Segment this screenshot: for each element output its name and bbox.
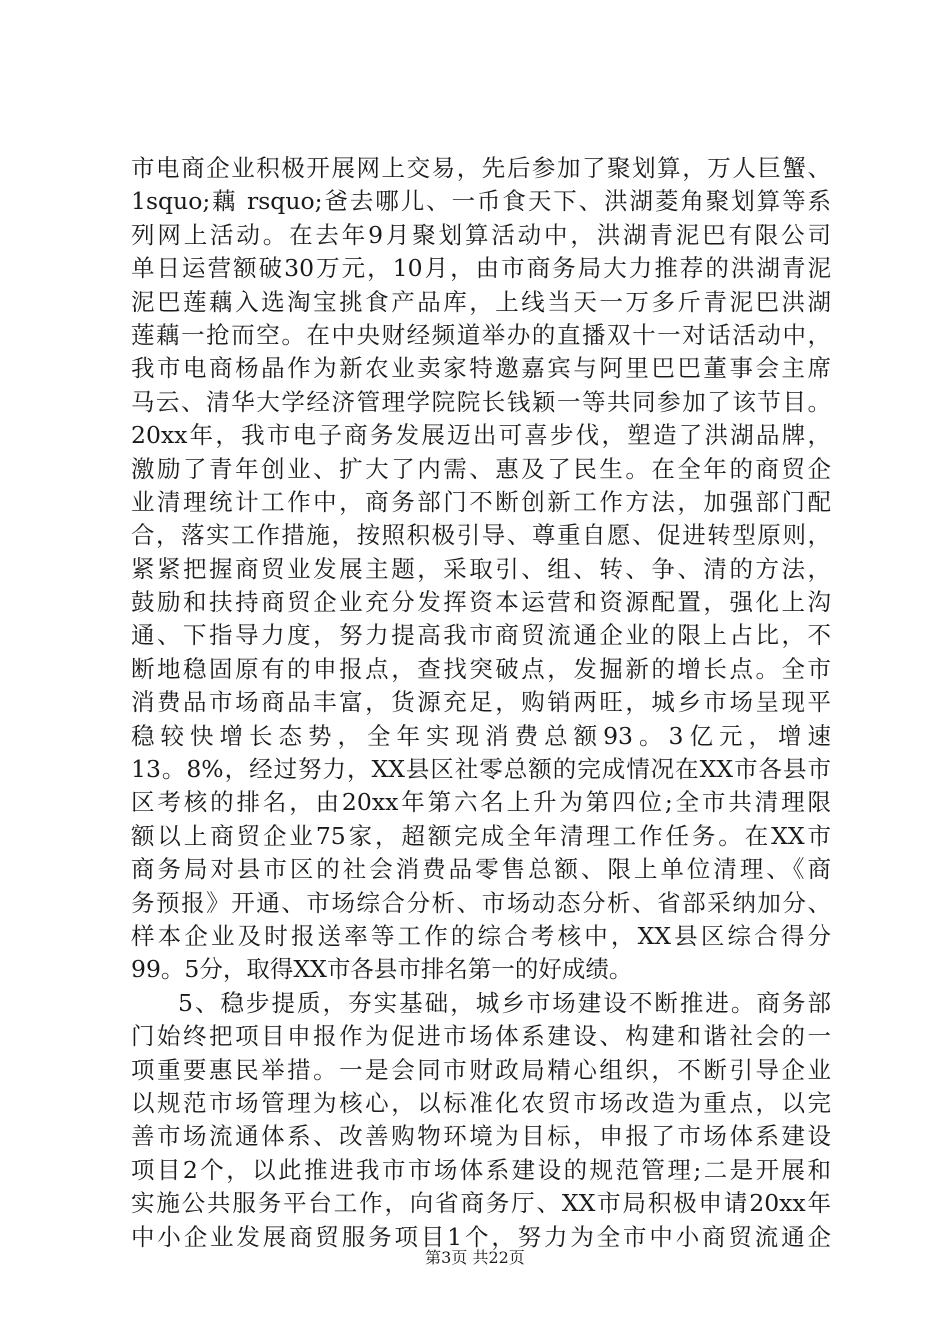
text-line: 合，落实工作措施，按照积极引导、尊重自愿、促进转型原则， [131, 521, 831, 550]
text-line: 断地稳固原有的申报点，查找突破点，发掘新的增长点。全市 [131, 654, 831, 683]
text-line: 单日运营额破30万元，10月，由市商务局大力推荐的洪湖青泥 [131, 254, 831, 283]
text-line: 马云、清华大学经济管理学院院长钱颖一等共同参加了该节目。 [131, 387, 831, 416]
text-line: 紧紧把握商贸业发展主题，采取引、组、转、争、清的方法， [131, 554, 831, 583]
text-line: 我市电商杨晶作为新农业卖家特邀嘉宾与阿里巴巴董事会主席 [131, 354, 831, 383]
text-line: 鼓励和扶持商贸企业充分发挥资本运营和资源配置，强化上沟 [131, 588, 831, 617]
text-line: 列网上活动。在去年9月聚划算活动中，洪湖青泥巴有限公司 [131, 220, 831, 249]
text-line: 区考核的排名，由20xx年第六名上升为第四位;全市共清理限 [131, 788, 831, 817]
text-line: 莲藕一抢而空。在中央财经频道举办的直播双十一对话活动中， [131, 320, 831, 349]
text-line: 泥巴莲藕入选淘宝挑食产品库，上线当天一万多斤青泥巴洪湖 [131, 287, 831, 316]
text-line: 善市场流通体系、改善购物环境为目标，申报了市场体系建设 [131, 1122, 831, 1151]
text-line: 样本企业及时报送率等工作的综合考核中，XX县区综合得分 [131, 921, 831, 950]
paragraph-end-line: 99。5分，取得XX市各县市排名第一的好成绩。 [131, 955, 633, 984]
text-line: 项目2个，以此推进我市市场体系建设的规范管理;二是开展和 [131, 1155, 831, 1184]
text-line: 业清理统计工作中，商务部门不断创新工作方法，加强部门配 [131, 487, 831, 516]
text-line: 13。8%，经过努力，XX县区社零总额的完成情况在XX市各县市 [131, 755, 831, 784]
text-line: 门始终把项目申报作为促进市场体系建设、构建和谐社会的一 [131, 1022, 831, 1051]
body-text [131, 152, 831, 1254]
text-line: 20xx年，我市电子商务发展迈出可喜步伐，塑造了洪湖品牌， [131, 421, 831, 450]
page-number-footer: 第3页 共22页 [425, 1248, 525, 1267]
text-line: 以规范市场管理为核心，以标准化农贸市场改造为重点，以完 [131, 1088, 831, 1117]
text-line: 额以上商贸企业75家，超额完成全年清理工作任务。在XX市 [131, 821, 831, 850]
paragraph-start-line: 5、稳步提质，夯实基础，城乡市场建设不断推进。商务部 [178, 988, 831, 1017]
text-line: 稳较快增长态势，全年实现消费总额93。3亿元，增速 [131, 721, 831, 750]
text-line: 项重要惠民举措。一是会同市财政局精心组织，不断引导企业 [131, 1055, 831, 1084]
text-line: 市电商企业积极开展网上交易，先后参加了聚划算，万人巨蟹、 [131, 154, 831, 182]
text-line: 激励了青年创业、扩大了内需、惠及了民生。在全年的商贸企 [131, 454, 831, 483]
text-line: 中小企业发展商贸服务项目1个，努力为全市中小商贸流通企 [131, 1222, 831, 1251]
text-line: 1squo;藕 rsquo;爸去哪儿、一币食天下、洪湖菱角聚划算等系 [131, 187, 831, 216]
text-line: 务预报》开通、市场综合分析、市场动态分析、省部采纳加分、 [131, 888, 831, 917]
text-line: 消费品市场商品丰富，货源充足，购销两旺，城乡市场呈现平 [131, 688, 831, 717]
text-line: 商务局对县市区的社会消费品零售总额、限上单位清理、《商 [131, 855, 831, 884]
text-line: 通、下指导力度，努力提高我市商贸流通企业的限上占比，不 [131, 621, 831, 650]
text-line: 实施公共服务平台工作，向省商务厅、XX市局积极申请20xx年 [131, 1189, 831, 1218]
